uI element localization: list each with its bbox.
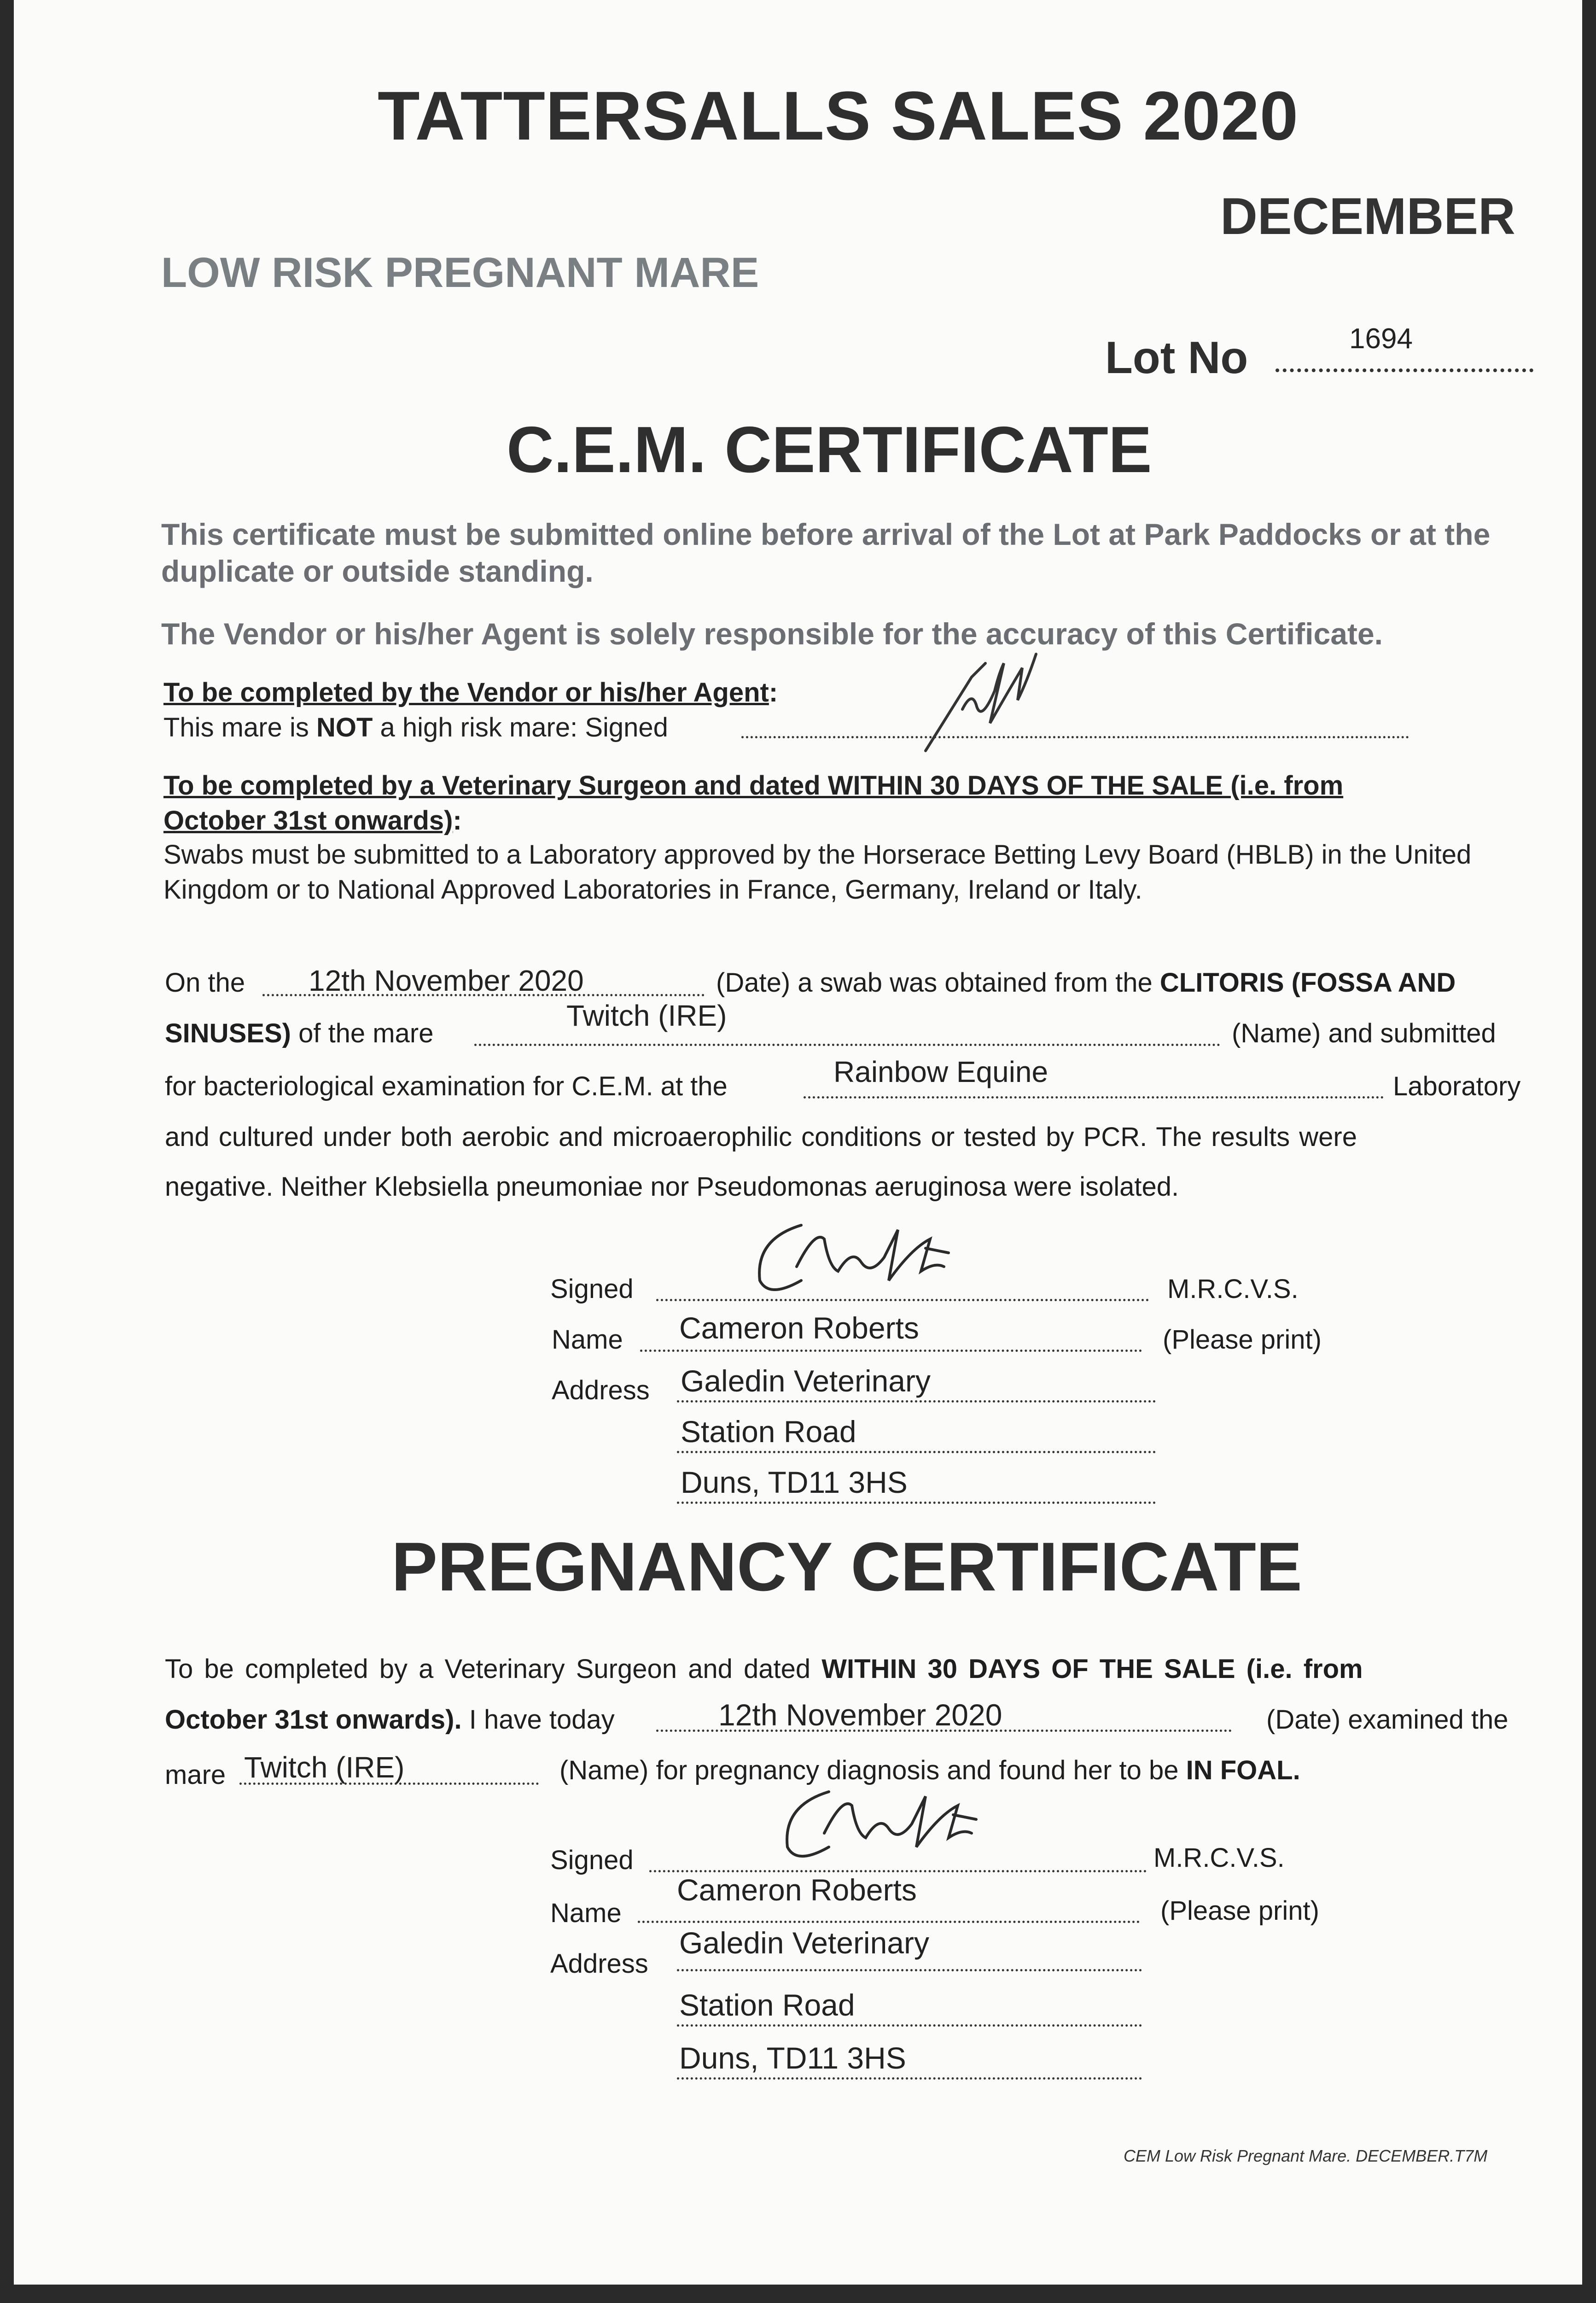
vet-heading-2: October 31st onwards): [163, 806, 462, 836]
cem-mrcvs: M.R.C.V.S. [1167, 1274, 1299, 1304]
preg-line-1 [165, 1654, 1363, 1684]
preg-mare-value: Twitch (IRE) [244, 1751, 405, 1784]
cultured-line-2: negative. Neither Klebsiella pneumoniae nor Pseudomonas aeruginosa were isolated. [165, 1172, 1179, 1202]
pregnancy-certificate-title: PREGNANCY CERTIFICATE [391, 1528, 1302, 1605]
lot-number-line [1276, 368, 1533, 372]
cem-signed-label: Signed [550, 1274, 634, 1304]
preg-name-line [638, 1921, 1140, 1923]
preg-line-2-bold: October 31st onwards). [165, 1705, 462, 1735]
preg-line-2-pre: I have today [469, 1705, 615, 1735]
on-the-label: On the [165, 968, 245, 998]
cem-address-2: Station Road [681, 1415, 856, 1449]
vendor-heading: To be completed by the Vendor or his/her Agent: [163, 678, 778, 707]
preg-vet-name: Cameron Roberts [677, 1873, 917, 1907]
certificate-document [14, 0, 1582, 2285]
date-after-text [716, 967, 1456, 998]
cem-please-print: (Please print) [1163, 1325, 1322, 1355]
name-submitted-label: (Name) and submitted [1232, 1018, 1496, 1048]
of-the-mare-label: of the mare [298, 1018, 434, 1048]
cultured-line-1: and cultured under both aerobic and microaerophilic conditions or tested by PCR. The results were [165, 1122, 1357, 1152]
preg-line-1-pre: To be completed by a Veterinary Surgeon and dated [165, 1654, 811, 1684]
cem-intro-2: The Vendor or his/her Agent is solely responsible for the accuracy of this Certificate. [161, 617, 1383, 651]
cem-name-label: Name [552, 1325, 623, 1355]
cem-address-line-2 [677, 1451, 1156, 1453]
laboratory-line [804, 1096, 1384, 1099]
sale-month: DECEMBER [1220, 187, 1515, 245]
preg-address-line-2 [677, 2024, 1142, 2027]
lot-label: Lot No [1105, 332, 1248, 383]
vendor-signature-line [741, 736, 1409, 738]
preg-in-foal: IN FOAL. [1186, 1755, 1300, 1785]
preg-address-line-1 [677, 1969, 1142, 1971]
cem-address-label: Address [552, 1375, 650, 1405]
cem-vet-signature [746, 1211, 967, 1303]
preg-mare-label: mare [165, 1760, 226, 1790]
swabs-text: Swabs must be submitted to a Laboratory approved by the Horserace Betting Levy Board (HBLB) in the United Kingdom or to National Approved Laboratories in France, Germany, Ireland or Italy. [163, 840, 1472, 905]
vet-heading-2-text: October 31st onwards) [163, 806, 453, 836]
lot-number-value: 1694 [1349, 323, 1413, 355]
date-after: (Date) a swab was obtained from the [716, 968, 1153, 998]
category-label: LOW RISK PREGNANT MARE [161, 249, 759, 296]
cem-lab-value: Rainbow Equine [833, 1055, 1048, 1088]
clitoris-text: CLITORIS (FOSSA AND [1159, 968, 1456, 998]
vendor-line-not: NOT [316, 713, 373, 742]
cem-address-3: Duns, TD11 3HS [681, 1465, 908, 1499]
vendor-signature [916, 636, 1045, 755]
cem-address-line-3 [677, 1502, 1156, 1504]
preg-address-3: Duns, TD11 3HS [679, 2041, 906, 2075]
document-title: TATTERSALLS SALES 2020 [378, 77, 1299, 154]
preg-signed-label: Signed [550, 1845, 634, 1875]
mare-line [474, 1044, 1220, 1046]
preg-line-3-post: (Name) for pregnancy diagnosis and found her to be [559, 1755, 1179, 1785]
preg-date-value: 12th November 2020 [718, 1698, 1002, 1732]
sinuses-line [165, 1018, 433, 1049]
cem-intro-1: This certificate must be submitted online before arrival of the Lot at Park Paddocks or at the duplicate or outside standing. [161, 517, 1491, 588]
preg-address-label: Address [550, 1949, 648, 1979]
sinuses-text: SINUSES) [165, 1018, 291, 1048]
cem-vet-name: Cameron Roberts [679, 1311, 919, 1345]
vet-heading-1: To be completed by a Veterinary Surgeon and dated WITHIN 30 DAYS OF THE SALE (i.e. from [163, 771, 1344, 801]
preg-line-1-bold: WITHIN 30 DAYS OF THE SALE (i.e. from [821, 1654, 1363, 1684]
footer-code: CEM Low Risk Pregnant Mare. DECEMBER.T7M [1124, 2146, 1488, 2165]
cem-address-1: Galedin Veterinary [681, 1364, 931, 1398]
preg-line-2-post: (Date) examined the [1266, 1705, 1509, 1735]
preg-mrcvs: M.R.C.V.S. [1153, 1843, 1285, 1873]
preg-line-2 [165, 1704, 615, 1735]
cem-name-line [640, 1350, 1142, 1352]
preg-vet-signature [774, 1778, 995, 1870]
vendor-line-pre: This mare is [163, 713, 316, 742]
vendor-heading-text: To be completed by the Vendor or his/her Agent [163, 678, 769, 707]
preg-please-print: (Please print) [1160, 1896, 1319, 1926]
vendor-declaration [163, 712, 668, 743]
laboratory-label: Laboratory [1393, 1071, 1521, 1101]
cem-date-value: 12th November 2020 [309, 964, 584, 997]
preg-name-label: Name [550, 1898, 622, 1928]
cem-mare-value: Twitch (IRE) [566, 999, 727, 1032]
cem-certificate-title: C.E.M. CERTIFICATE [507, 413, 1152, 486]
bact-label: for bacteriological examination for C.E.M. at the [165, 1071, 728, 1101]
vendor-line-post: a high risk mare: Signed [373, 713, 668, 742]
preg-address-1: Galedin Veterinary [679, 1926, 929, 1960]
cem-address-line-1 [677, 1400, 1156, 1403]
preg-address-2: Station Road [679, 1988, 855, 2022]
preg-address-line-3 [677, 2077, 1142, 2080]
